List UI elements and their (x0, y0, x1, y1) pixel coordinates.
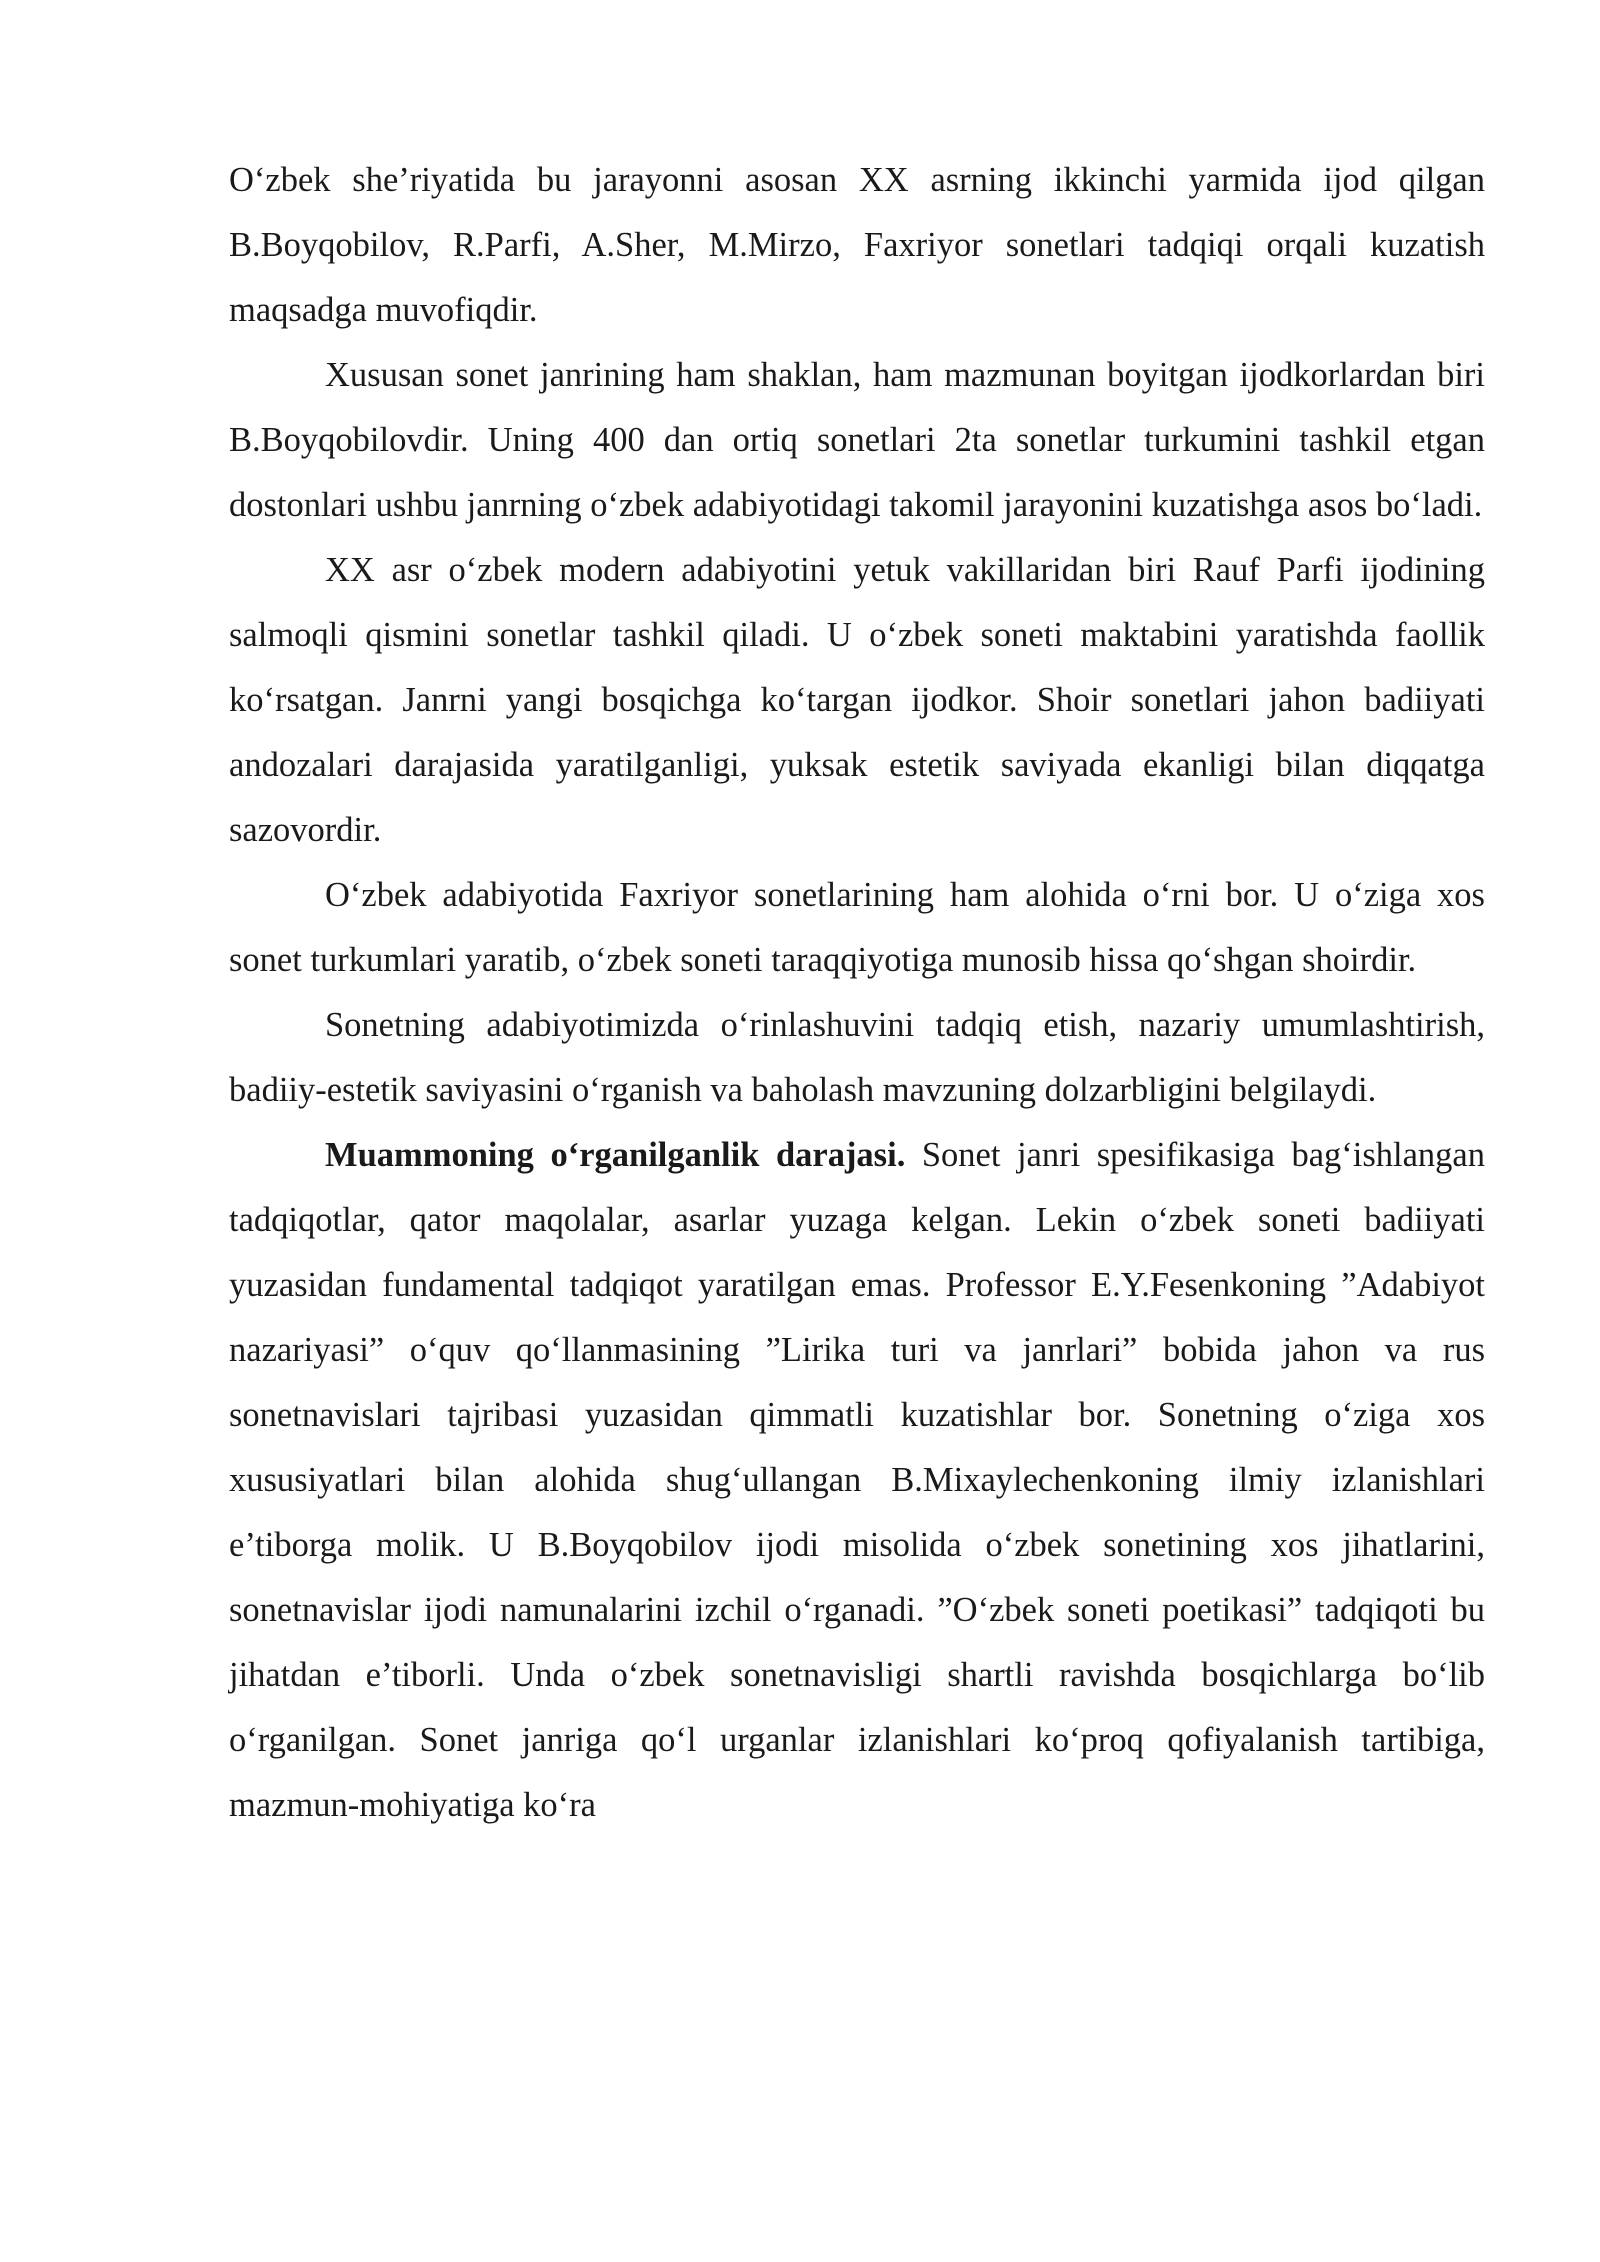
paragraph-faxriyor: O‘zbek adabiyotida Faxriyor sonetlarining ham alohida o‘rni bor. U o‘ziga xos sonet turkumlari yaratib, o‘zbek soneti taraqqiyotiga munosib hissa qo‘shgan shoirdir. (229, 876, 1485, 979)
body-text (229, 148, 1485, 1838)
paragraph-relevance: Sonetning adabiyotimizda o‘rinlashuvini tadqiq etish, nazariy umumlashtirish, badiiy-estetik saviyasini o‘rganish va baholash mavzuning dolzarbligini belgilaydi. (229, 1006, 1485, 1109)
paragraph-research-level-text: Sonet janri spesifikasiga bag‘ishlangan tadqiqotlar, qator maqolalar, asarlar yuzaga kelgan. Lekin o‘zbek soneti badiiyati yuzasidan fundamental tadqiqot yaratilgan emas. Professor E.Y.Fesenkoning ”Adabiyot nazariyasi” o‘quv qo‘llanmasining ”Lirika turi va janrlari” bobida jahon va rus sonetnavislari tajribasi yuzasidan qimmatli kuzatishlar bor. Sonetning o‘ziga xos xususiyatlari bilan alohida shug‘ullangan B.Mixaylechenkoning ilmiy izlanishlari e’tiborga molik. U B.Boyqobilov ijodi misolida o‘zbek sonetining xos jihatlarini, sonetnavislar ijodi namunalarini izchil o‘rganadi. ”O‘zbek soneti poetikasi” tadqiqoti bu jihatdan e’tiborli. Unda o‘zbek sonetnavisligi shartli ravishda bosqichlarga bo‘lib o‘rganilgan. Sonet janriga qo‘l urganlar izlanishlari ko‘proq qofiyalanish tartibiga, mazmun-mohiyatiga ko‘ra (229, 1136, 1485, 1824)
paragraph-research-level (229, 1123, 1485, 1838)
paragraph-boyqobilov: Xususan sonet janrining ham shaklan, ham mazmunan boyitgan ijodkorlardan biri B.Boyqobilovdir. Uning 400 dan ortiq sonetlari 2ta sonetlar turkumini tashkil etgan dostonlari ushbu janrning o‘zbek adabiyotidagi takomil jarayonini kuzatishga asos bo‘ladi. (229, 356, 1485, 524)
paragraph-intro: O‘zbek she’riyatida bu jarayonni asosan XX asrning ikkinchi yarmida ijod qilgan B.Boyqobilov, R.Parfi, A.Sher, M.Mirzo, Faxriyor sonetlari tadqiqi orqali kuzatish maqsadga muvofiqdir. (229, 161, 1485, 329)
section-heading: Muammoning o‘rganilganlik darajasi. (325, 1136, 906, 1174)
paragraph-rauf-parfi: XX asr o‘zbek modern adabiyotini yetuk vakillaridan biri Rauf Parfi ijodining salmoqli qismini sonetlar tashkil qiladi. U o‘zbek soneti maktabini yaratishda faollik ko‘rsatgan. Janrni yangi bosqichga ko‘targan ijodkor. Shoir sonetlari jahon badiiyati andozalari darajasida yaratilganligi, yuksak estetik saviyada ekanligi bilan diqqatga sazovordir. (229, 551, 1485, 849)
